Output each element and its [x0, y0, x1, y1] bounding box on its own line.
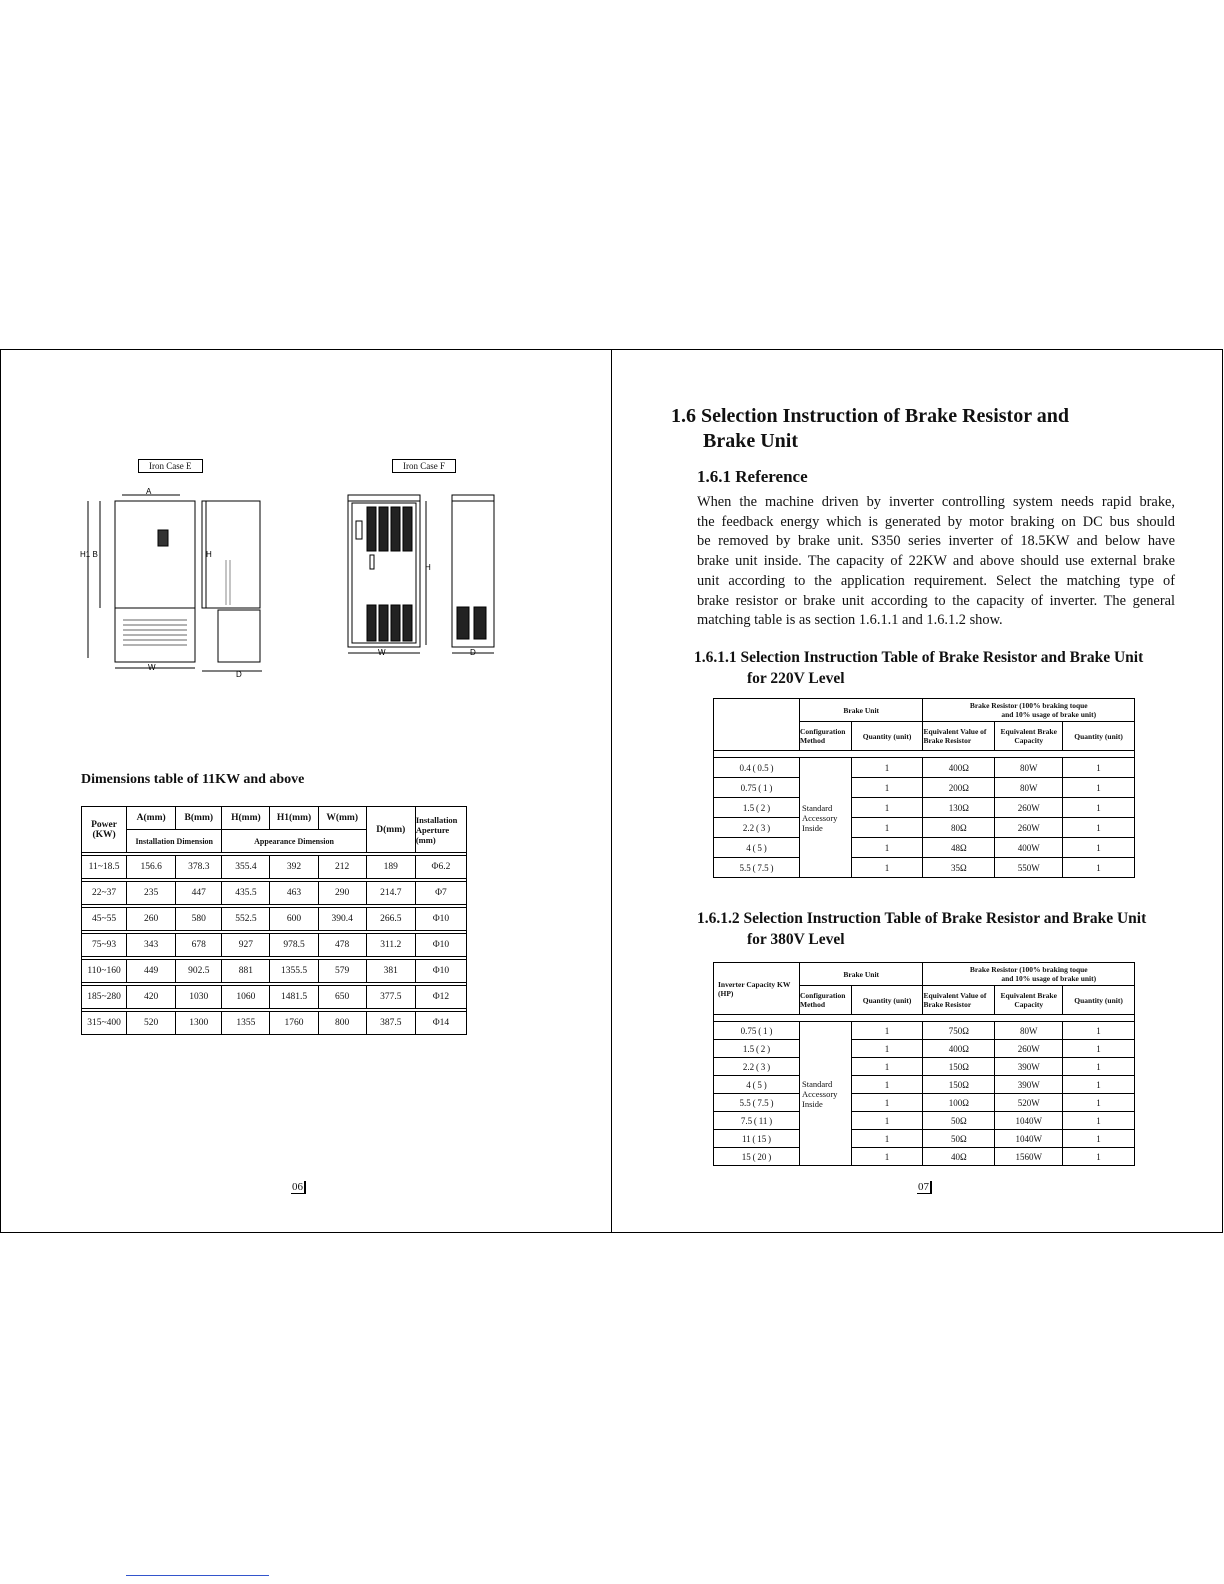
table-cell: 1: [851, 818, 923, 838]
table-cell: 800: [318, 1012, 366, 1035]
table-cell: 260W: [995, 798, 1063, 818]
table-cell: 1: [851, 1112, 923, 1130]
header-equiv-capacity: Equivalent Brake Capacity: [995, 986, 1063, 1015]
table-row: [82, 934, 467, 957]
table-cell: Φ10: [415, 908, 466, 931]
table-cell: 1760: [270, 1012, 318, 1035]
table1-heading-line2: for 220V Level: [747, 670, 845, 687]
table-cell: 1300: [176, 1012, 222, 1035]
table-spacer: [714, 751, 1135, 758]
header-brake-resistor-line2: and 10% usage of brake unit): [1001, 710, 1097, 719]
table-cell: 400W: [995, 838, 1063, 858]
table-row: [82, 882, 467, 905]
table-cell: 1: [1063, 1094, 1135, 1112]
case-f-drawing: [340, 485, 540, 680]
table-cell: 377.5: [366, 986, 415, 1009]
table-cell: 390.4: [318, 908, 366, 931]
link-underline: [126, 1575, 269, 1576]
table1-heading: [694, 647, 1174, 689]
table-row: [714, 1076, 1135, 1094]
table-cell: 927: [222, 934, 270, 957]
header-inverter-capacity: [714, 699, 800, 751]
table2-heading-line2: for 380V Level: [747, 931, 845, 948]
table-row: [82, 856, 467, 879]
reference-paragraph: [697, 493, 1175, 631]
table-cell: 290: [318, 882, 366, 905]
header-brake-resistor-line2: and 10% usage of brake unit): [1001, 974, 1097, 983]
header-config-method: Configuration Method: [800, 722, 852, 751]
header-brake-resistor: [923, 963, 1135, 986]
table-row: [82, 960, 467, 983]
table-cell: 48Ω: [923, 838, 995, 858]
table-cell: 1: [1063, 1130, 1135, 1148]
table-row: [714, 1022, 1135, 1040]
table-cell: 50Ω: [923, 1130, 995, 1148]
table-cell: 80W: [995, 1022, 1063, 1040]
table-cell: Φ12: [415, 986, 466, 1009]
table-row: [714, 798, 1135, 818]
dim-d-label: D: [236, 670, 242, 679]
table-cell: 80W: [995, 778, 1063, 798]
table-cell: 1: [851, 1058, 923, 1076]
table-cell: 185~280: [82, 986, 127, 1009]
capacity-cell: 5.5 ( 7.5 ): [714, 1094, 800, 1112]
table-cell: 75~93: [82, 934, 127, 957]
page-number-left: 06: [291, 1181, 306, 1194]
table-cell: 150Ω: [923, 1076, 995, 1094]
reference-heading: 1.6.1 Reference: [697, 467, 808, 486]
header-quantity-2: Quantity (unit): [1063, 986, 1135, 1015]
table-cell: 1: [851, 778, 923, 798]
table-cell: 156.6: [127, 856, 176, 879]
header-brake-resistor-line1: Brake Resistor (100% braking toque: [969, 965, 1088, 974]
table-row: [714, 818, 1135, 838]
capacity-cell: 15 ( 20 ): [714, 1148, 800, 1166]
table-cell: 520W: [995, 1094, 1063, 1112]
header-quantity: Quantity (unit): [851, 986, 923, 1015]
config-method-cell: Standard Accessory Inside: [800, 758, 852, 878]
table-cell: 1: [1063, 778, 1135, 798]
table-row: [82, 986, 467, 1009]
table-cell: 1560W: [995, 1148, 1063, 1166]
table-cell: 1060: [222, 986, 270, 1009]
paragraph-line: unit according to the application requirement. Select the matching type of: [697, 572, 1175, 589]
capacity-cell: 2.2 ( 3 ): [714, 818, 800, 838]
table-cell: 463: [270, 882, 318, 905]
table-cell: 1355.5: [270, 960, 318, 983]
table2-heading: [697, 908, 1177, 950]
section-title: [671, 404, 1151, 454]
header-b: B(mm): [176, 807, 222, 830]
table-row: [714, 758, 1135, 778]
table-cell: 260W: [995, 1040, 1063, 1058]
table-cell: 266.5: [366, 908, 415, 931]
table-cell: 260W: [995, 818, 1063, 838]
table-cell: 1: [851, 1076, 923, 1094]
table-cell: 1: [851, 1040, 923, 1058]
table-cell: 80W: [995, 758, 1063, 778]
table-spacer: [714, 1015, 1135, 1022]
table-cell: 1: [1063, 1148, 1135, 1166]
table-cell: 550W: [995, 858, 1063, 878]
table-cell: 478: [318, 934, 366, 957]
paragraph-line: matching table is as section 1.6.1.1 and 1.6.1.2 show.: [697, 612, 1003, 629]
capacity-cell: 0.75 ( 1 ): [714, 778, 800, 798]
dimensions-table: [81, 806, 467, 1035]
table-cell: 110~160: [82, 960, 127, 983]
table-cell: 343: [127, 934, 176, 957]
header-h1: H1(mm): [270, 807, 318, 830]
table-cell: 400Ω: [923, 758, 995, 778]
table-cell: 40Ω: [923, 1148, 995, 1166]
table-cell: 22~37: [82, 882, 127, 905]
header-config-method: Configuration Method: [800, 986, 852, 1015]
table-cell: 1355: [222, 1012, 270, 1035]
table-cell: 1: [1063, 1076, 1135, 1094]
table-cell: 35Ω: [923, 858, 995, 878]
table-cell: 1: [851, 798, 923, 818]
capacity-cell: 4 ( 5 ): [714, 838, 800, 858]
table-cell: 400Ω: [923, 1040, 995, 1058]
table-cell: 1481.5: [270, 986, 318, 1009]
table-header-row: [714, 699, 1135, 722]
table-cell: 235: [127, 882, 176, 905]
header-h: H(mm): [222, 807, 270, 830]
page-number-right: 07: [917, 1181, 932, 1194]
table-cell: 600: [270, 908, 318, 931]
table-cell: 580: [176, 908, 222, 931]
header-w: W(mm): [318, 807, 366, 830]
header-power: Power (KW): [82, 807, 127, 853]
table-cell: 978.5: [270, 934, 318, 957]
page-divider: [611, 349, 612, 1233]
dim-w-label: W: [148, 663, 156, 672]
table-cell: 130Ω: [923, 798, 995, 818]
table-cell: 11~18.5: [82, 856, 127, 879]
brake-table-380v: [713, 962, 1135, 1166]
table-cell: Φ6.2: [415, 856, 466, 879]
header-brake-unit: Brake Unit: [800, 699, 923, 722]
header-a: A(mm): [127, 807, 176, 830]
dim-d-label-f: D: [470, 648, 476, 657]
table-cell: Φ10: [415, 934, 466, 957]
table-header-row: [714, 963, 1135, 986]
dim-h-label: H: [206, 550, 212, 559]
table-cell: 1: [1063, 1112, 1135, 1130]
capacity-cell: 1.5 ( 2 ): [714, 1040, 800, 1058]
table-cell: 420: [127, 986, 176, 1009]
table-cell: 1: [851, 1130, 923, 1148]
dim-h-label-f: H: [425, 563, 431, 572]
table1-heading-line1: 1.6.1.1 Selection Instruction Table of Brake Resistor and Brake Unit: [694, 649, 1144, 666]
header-equiv-value: Equivalent Value of Brake Resistor: [923, 722, 995, 751]
table-cell: 100Ω: [923, 1094, 995, 1112]
header-equiv-value: Equivalent Value of Brake Resistor: [923, 986, 995, 1015]
capacity-cell: 4 ( 5 ): [714, 1076, 800, 1094]
table-cell: 390W: [995, 1076, 1063, 1094]
capacity-cell: 0.75 ( 1 ): [714, 1022, 800, 1040]
table-cell: 378.3: [176, 856, 222, 879]
table-row: [82, 908, 467, 931]
header-equiv-capacity: Equivalent Brake Capacity: [995, 722, 1063, 751]
table-cell: 315~400: [82, 1012, 127, 1035]
capacity-cell: 5.5 ( 7.5 ): [714, 858, 800, 878]
table-cell: 80Ω: [923, 818, 995, 838]
table-cell: 447: [176, 882, 222, 905]
table-cell: 390W: [995, 1058, 1063, 1076]
table-row: [714, 778, 1135, 798]
table-cell: 1: [851, 1148, 923, 1166]
section-title-line1: 1.6 Selection Instruction of Brake Resistor and: [671, 405, 1069, 427]
table-cell: 1: [1063, 798, 1135, 818]
table-cell: 392: [270, 856, 318, 879]
header-brake-resistor: [923, 699, 1135, 722]
table-row: [714, 858, 1135, 878]
table-cell: 1: [1063, 1040, 1135, 1058]
table-cell: 1: [851, 858, 923, 878]
header-quantity: Quantity (unit): [851, 722, 923, 751]
table-cell: Φ14: [415, 1012, 466, 1035]
capacity-cell: 11 ( 15 ): [714, 1130, 800, 1148]
table-cell: 435.5: [222, 882, 270, 905]
table-cell: 1030: [176, 986, 222, 1009]
header-quantity-2: Quantity (unit): [1063, 722, 1135, 751]
paragraph-line: the feedback energy which is generated by motor braking on DC bus should: [697, 513, 1175, 530]
table-row: [714, 1040, 1135, 1058]
table-cell: 212: [318, 856, 366, 879]
dim-w-label-f: W: [378, 648, 386, 657]
table-cell: 1: [1063, 1058, 1135, 1076]
table-cell: 260: [127, 908, 176, 931]
table-row: [714, 1148, 1135, 1166]
header-appearance-dimension: Appearance Dimension: [222, 830, 366, 853]
table-row: [714, 838, 1135, 858]
table-cell: 750Ω: [923, 1022, 995, 1040]
table-cell: 650: [318, 986, 366, 1009]
header-inverter-capacity: Inverter Capacity KW (HP): [714, 963, 800, 1015]
config-method-cell: Standard Accessory Inside: [800, 1022, 852, 1166]
paragraph-line: brake unit inside. The capacity of 22KW and above should use external brake: [697, 553, 1175, 570]
header-installation-dimension: Installation Dimension: [127, 830, 222, 853]
iron-case-e-label: Iron Case E: [138, 459, 203, 473]
table-cell: 520: [127, 1012, 176, 1035]
table-cell: 45~55: [82, 908, 127, 931]
header-d: D(mm): [366, 807, 415, 853]
table-cell: 189: [366, 856, 415, 879]
table-cell: 1: [851, 1022, 923, 1040]
table-cell: 1: [851, 1094, 923, 1112]
table-row: [714, 1058, 1135, 1076]
table-cell: 150Ω: [923, 1058, 995, 1076]
table-cell: 1: [1063, 758, 1135, 778]
table-cell: Φ10: [415, 960, 466, 983]
table-cell: 449: [127, 960, 176, 983]
table-cell: 552.5: [222, 908, 270, 931]
table-cell: 1: [1063, 858, 1135, 878]
table-row: [714, 1130, 1135, 1148]
table-cell: 1: [1063, 1022, 1135, 1040]
header-brake-resistor-line1: Brake Resistor (100% braking toque: [969, 701, 1088, 710]
table-cell: 579: [318, 960, 366, 983]
table2-heading-line1: 1.6.1.2 Selection Instruction Table of Brake Resistor and Brake Unit: [697, 910, 1147, 927]
iron-case-f-label: Iron Case F: [392, 459, 456, 473]
capacity-cell: 0.4 ( 0.5 ): [714, 758, 800, 778]
table-cell: 1: [1063, 838, 1135, 858]
table-cell: 678: [176, 934, 222, 957]
case-e-drawing: [80, 485, 280, 680]
table-row: [714, 1094, 1135, 1112]
table-cell: 214.7: [366, 882, 415, 905]
paragraph-line: be removed by brake unit. S350 series inverter of 18.5KW and below have: [697, 533, 1175, 550]
table-cell: 50Ω: [923, 1112, 995, 1130]
table-cell: 200Ω: [923, 778, 995, 798]
table-cell: 1040W: [995, 1130, 1063, 1148]
table-cell: 381: [366, 960, 415, 983]
table-cell: Φ7: [415, 882, 466, 905]
table-cell: 311.2: [366, 934, 415, 957]
table-cell: 1: [851, 838, 923, 858]
dim-h1b-label: H1 B: [80, 550, 98, 559]
section-title-line2: Brake Unit: [703, 430, 798, 452]
table-cell: 1: [851, 758, 923, 778]
table-row: [714, 1112, 1135, 1130]
header-aperture: Installation Aperture (mm): [415, 807, 466, 853]
table-cell: 355.4: [222, 856, 270, 879]
table-row: [82, 1012, 467, 1035]
table-cell: 902.5: [176, 960, 222, 983]
paragraph-line: brake resistor or brake unit according to the capacity of inverter. The general: [697, 592, 1175, 609]
capacity-cell: 7.5 ( 11 ): [714, 1112, 800, 1130]
dim-a-label: A: [146, 487, 152, 496]
paragraph-line: When the machine driven by inverter controlling system needs rapid brake,: [697, 494, 1175, 510]
capacity-cell: 1.5 ( 2 ): [714, 798, 800, 818]
table-cell: 881: [222, 960, 270, 983]
table-cell: 387.5: [366, 1012, 415, 1035]
capacity-cell: 2.2 ( 3 ): [714, 1058, 800, 1076]
brake-table-220v: [713, 698, 1135, 878]
dimensions-table-title: Dimensions table of 11KW and above: [81, 772, 305, 787]
table-cell: 1040W: [995, 1112, 1063, 1130]
table-cell: 1: [1063, 818, 1135, 838]
header-brake-unit: Brake Unit: [800, 963, 923, 986]
